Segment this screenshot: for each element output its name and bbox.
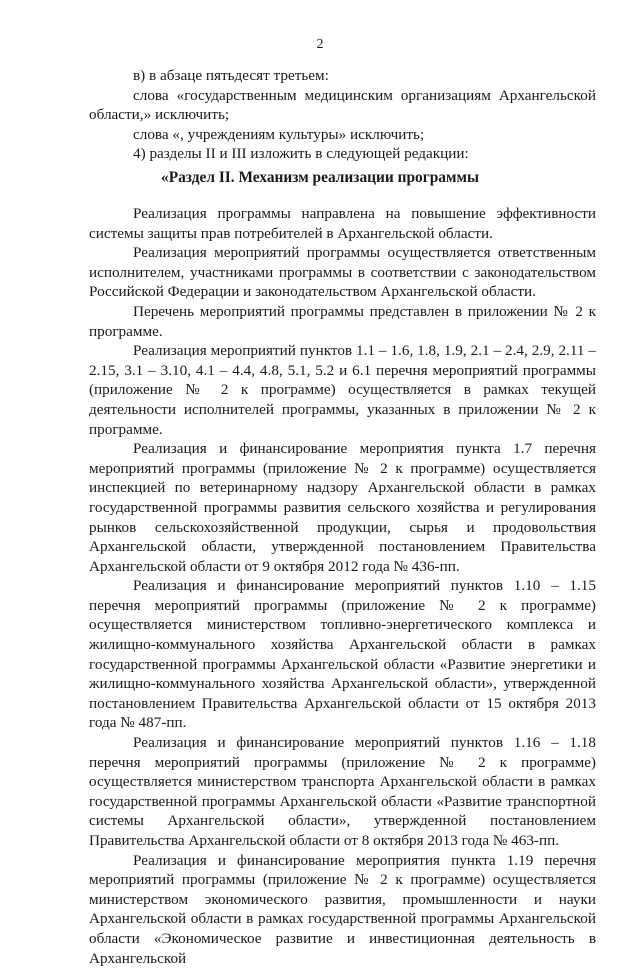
paragraph: Реализация и финансирование мероприятия пункта 1.7 перечня мероприятий программы (приложение № 2 к программе) осуществляется инспекцией по ветеринарному надзору Архангельской области в рамках государственной программы развития сельского хозяйства и регулирования рынков сельскохозяйственной продукции, сырья и продовольствия Архангельской области, утвержденной постановлением Правительства Архангельской области от 9 октября 2012 года № 436-пп. (89, 440, 596, 575)
paragraph: Реализация мероприятий пунктов 1.1 – 1.6, 1.8, 1.9, 2.1 – 2.4, 2.9, 2.11 – 2.15, 3.1 – 3.10, 4.1 – 4.4, 4.8, 5.1, 5.2 и 6.1 перечня мероприятий программы (приложение № 2 к программе) осуществляется в рамках текущей деятельности исполнителей программы, указанных в приложении № 2 к программе. (89, 342, 596, 438)
paragraph: Реализация и финансирование мероприятий пунктов 1.10 – 1.15 перечня мероприятий программы (приложение № 2 к программе) осуществляется министерством топливно-энергетического комплекса и жилищно-коммунального хозяйства Архангельской области в рамках государственной программы Архангельской области «Развитие энергетики и жилищно-коммунального хозяйства Архангельской области», утвержденной постановлением Правительства Архангельской области от 15 октября 2013 года № 487-пп. (89, 577, 596, 732)
amendment-item: 4) разделы II и III изложить в следующей редакции: (133, 145, 469, 163)
paragraph: Перечень мероприятий программы представлен в приложении № 2 к программе. (89, 302, 596, 340)
amendment-item: слова «, учреждениям культуры» исключить; (133, 125, 425, 143)
section-title: «Раздел II. Механизм реализации программы (161, 169, 479, 186)
paragraph: Реализация программы направлена на повышение эффективности системы защиты прав потребителей в Архангельской области. (89, 205, 596, 242)
page-number: 2 (316, 37, 324, 52)
amendment-list (89, 66, 596, 164)
paragraph: Реализация и финансирование мероприятий пунктов 1.16 – 1.18 перечня мероприятий программы (приложение № 2 к программе) осуществляется министерством транспорта Архангельской области в рамках государственной программы Архангельской области «Развитие транспортной системы Архангельской области», утвержденной постановлением Правительства Архангельской области от 8 октября 2013 года № 463-пп. (89, 734, 596, 849)
section-body (89, 204, 596, 968)
paragraph: Реализация и финансирование мероприятия пункта 1.19 перечня мероприятий программы (приложение № 2 к программе) осуществляется министерством экономического развития, промышленности и науки Архангельской области в рамках государственной программы Архангельской области «Экономическое развитие и инвестиционная деятельность в Архангельской (89, 851, 596, 967)
paragraph: Реализация мероприятий программы осуществляется ответственным исполнителем, участниками программы в соответствии с законодательством Российской Федерации и законодательством Архангельской области. (89, 244, 596, 301)
amendment-item: в) в абзаце пятьдесят третьем: (133, 67, 329, 84)
amendment-item: слова «государственным медицинским организациям Архангельской области,» исключить; (89, 86, 596, 124)
